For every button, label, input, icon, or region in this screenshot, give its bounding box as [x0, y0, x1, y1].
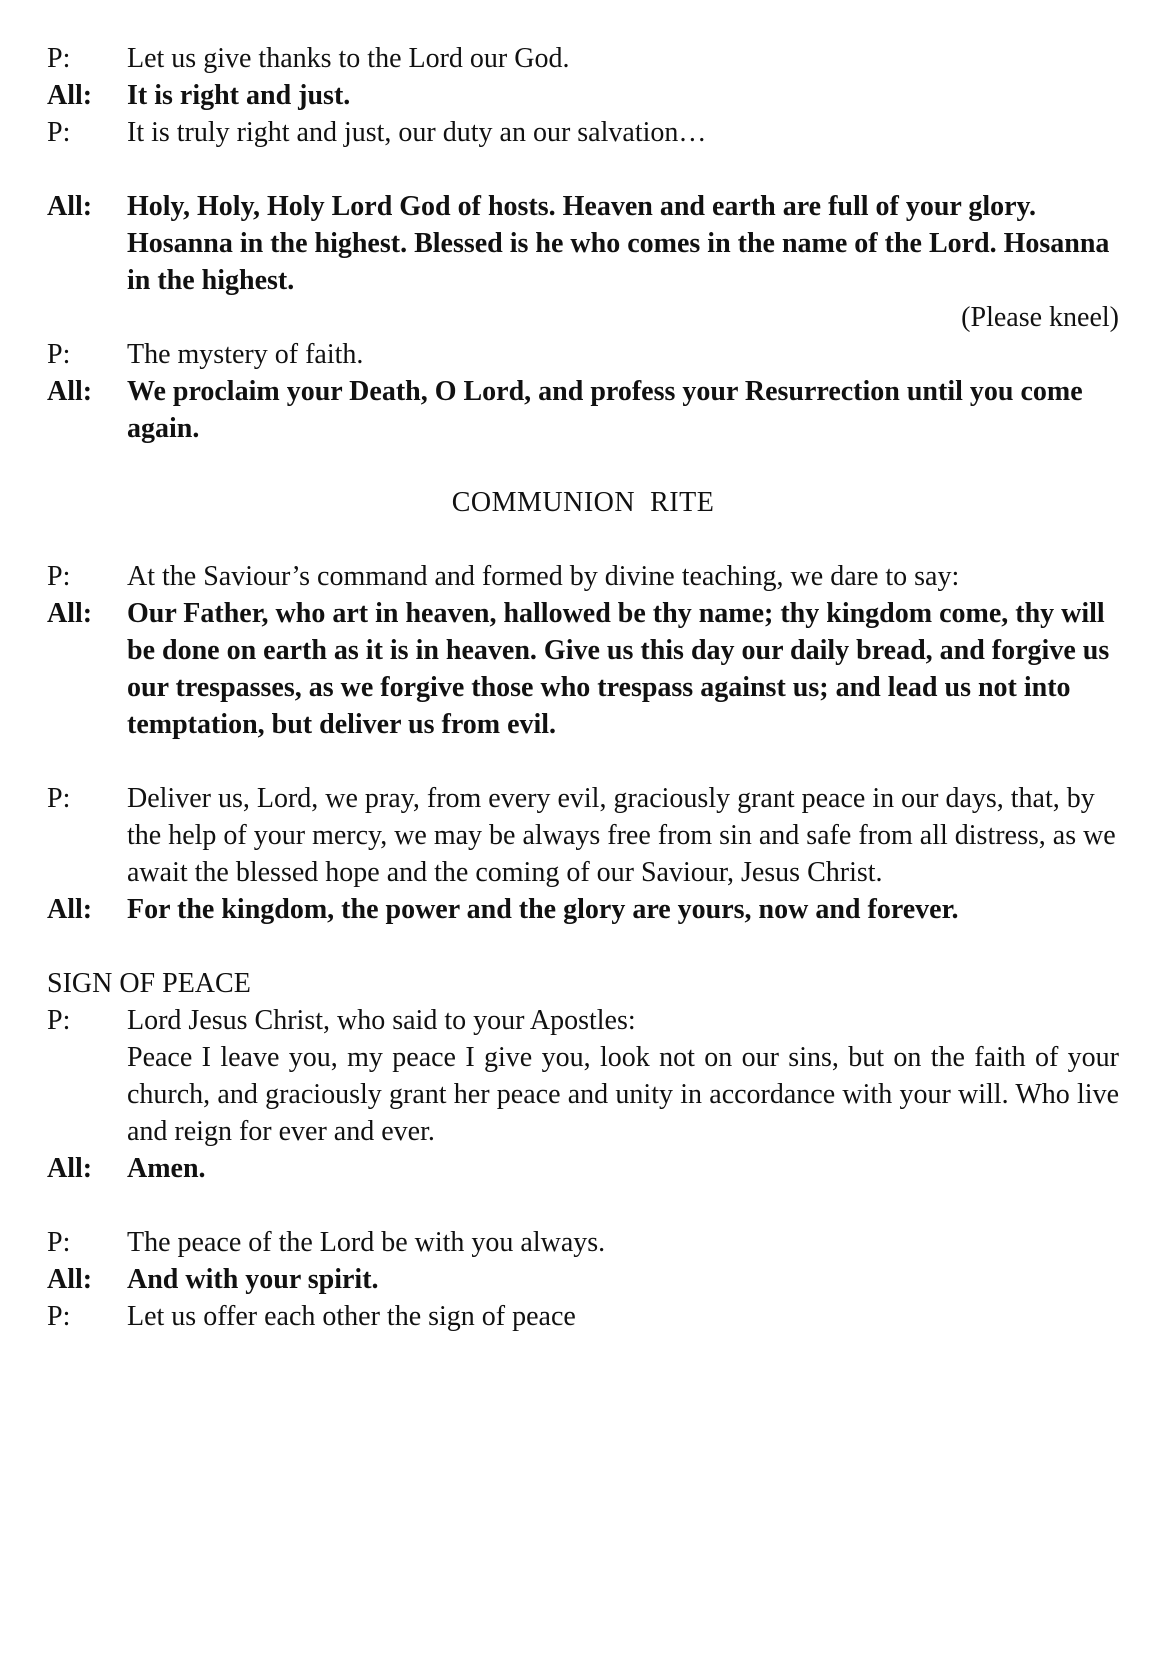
dialogue-line	[47, 1224, 1119, 1261]
priest-text-continued: Peace I leave you, my peace I give you, look not on our sins, but on the faith of your church, and graciously grant her peace and unity in accordance with your will. Who live and reign for ever and ever.	[127, 1042, 1119, 1147]
liturgy-page	[47, 40, 1119, 1335]
all-response: And with your spirit.	[127, 1264, 379, 1295]
dialogue-line	[47, 558, 1119, 595]
dialogue-line	[47, 1261, 1119, 1298]
speaker-all: All:	[47, 376, 93, 407]
dialogue-line	[47, 336, 1119, 373]
speaker-all: All:	[47, 80, 93, 111]
all-response: Amen.	[127, 1153, 206, 1184]
speaker-priest: P:	[47, 339, 71, 370]
dialogue-line	[47, 595, 1119, 743]
all-response: It is right and just.	[127, 80, 351, 111]
speaker-all: All:	[47, 894, 93, 925]
dialogue-line	[47, 40, 1119, 77]
speaker-priest: P:	[47, 561, 71, 592]
priest-text: The peace of the Lord be with you always.	[127, 1227, 606, 1258]
speaker-priest: P:	[47, 783, 71, 814]
dialogue-line	[47, 188, 1119, 299]
dialogue-line	[47, 1002, 1119, 1039]
spacer	[47, 521, 1119, 558]
speaker-priest: P:	[47, 117, 71, 148]
spacer	[47, 928, 1119, 965]
spacer	[47, 151, 1119, 188]
spacer	[47, 447, 1119, 484]
speaker-priest: P:	[47, 43, 71, 74]
priest-text: At the Saviour’s command and formed by divine teaching, we dare to say:	[127, 561, 960, 592]
priest-text: Let us give thanks to the Lord our God.	[127, 43, 570, 74]
section-title-communion-rite: COMMUNION RITE	[451, 487, 715, 518]
priest-text: It is truly right and just, our duty an our salvation…	[127, 117, 707, 148]
speaker-all: All:	[47, 191, 93, 222]
speaker-priest: P:	[47, 1301, 71, 1332]
doxology-text: For the kingdom, the power and the glory are yours, now and forever.	[127, 894, 959, 925]
speaker-all: All:	[47, 1264, 93, 1295]
spacer	[47, 743, 1119, 780]
speaker-priest: P:	[47, 1005, 71, 1036]
rubric-please-kneel: (Please kneel)	[961, 302, 1119, 333]
dialogue-line	[47, 1298, 1119, 1335]
dialogue-line	[47, 114, 1119, 151]
spacer	[47, 1187, 1119, 1224]
speaker-all: All:	[47, 1153, 93, 1184]
dialogue-line	[47, 1150, 1119, 1187]
dialogue-line	[47, 780, 1119, 891]
priest-text: The mystery of faith.	[127, 339, 364, 370]
priest-text: Lord Jesus Christ, who said to your Apostles:	[127, 1005, 636, 1036]
dialogue-line	[47, 373, 1119, 447]
dialogue-line	[47, 891, 1119, 928]
priest-text: Let us offer each other the sign of peace	[127, 1301, 576, 1332]
speaker-all: All:	[47, 598, 93, 629]
speaker-priest: P:	[47, 1227, 71, 1258]
sanctus-text: Holy, Holy, Holy Lord God of hosts. Heaven and earth are full of your glory. Hosanna in the highest. Blessed is he who comes in the name of the Lord. Hosanna in the highest.	[127, 191, 1110, 296]
dialogue-line	[47, 77, 1119, 114]
priest-text: Deliver us, Lord, we pray, from every evil, graciously grant peace in our days, that, by the help of your mercy, we may be always free from sin and safe from all distress, as we await the blessed hope and the coming of our Saviour, Jesus Christ.	[127, 783, 1116, 888]
memorial-acclamation: We proclaim your Death, O Lord, and profess your Resurrection until you come again.	[127, 376, 1083, 444]
our-father-text: Our Father, who art in heaven, hallowed be thy name; thy kingdom come, thy will be done on earth as it is in heaven. Give us this day our daily bread, and forgive us our trespasses, as we forgive those who trespass against us; and lead us not into temptation, but deliver us from evil.	[127, 598, 1110, 740]
subheading-sign-of-peace: SIGN OF PEACE	[47, 968, 251, 999]
